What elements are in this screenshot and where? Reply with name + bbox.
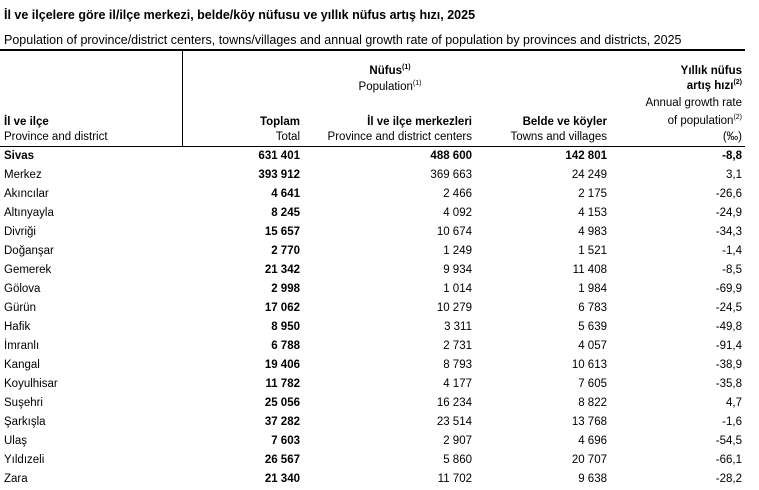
cell-centers: 10 674	[436, 226, 472, 238]
cell-villages: 5 639	[578, 321, 607, 333]
cell-growth-rate: -35,8	[715, 378, 742, 390]
header-col-total-tr: Toplam	[259, 116, 300, 128]
cell-total: 37 282	[264, 416, 300, 428]
cell-centers: 2 466	[443, 188, 472, 200]
cell-total: 21 340	[264, 473, 300, 485]
header-col-villages-en: Towns and villages	[510, 131, 607, 143]
table-row	[0, 167, 759, 186]
header-divider-vertical	[182, 51, 183, 146]
cell-name: Koyulhisar	[4, 378, 58, 390]
table-row	[0, 148, 759, 167]
cell-centers: 369 663	[430, 169, 472, 181]
cell-growth-rate: -24,5	[715, 302, 742, 314]
cell-total: 19 406	[264, 359, 300, 371]
header-population-en: Population$^{(1)}$	[358, 80, 422, 93]
header-growth-tr-1: Yıllık nüfus	[680, 65, 742, 77]
top-rule	[0, 49, 745, 51]
cell-name: Şarkışla	[4, 416, 46, 428]
cell-villages: 4 057	[578, 340, 607, 352]
cell-total: 7 603	[271, 435, 300, 447]
cell-total: 21 342	[264, 264, 300, 276]
cell-villages: 1 984	[578, 283, 607, 295]
cell-growth-rate: -54,5	[715, 435, 742, 447]
cell-total: 11 782	[265, 378, 300, 390]
cell-total: 8 245	[271, 207, 300, 219]
header-growth-en-1: Annual growth rate	[645, 97, 742, 109]
cell-villages: 24 249	[571, 169, 607, 181]
cell-centers: 2 731	[443, 340, 472, 352]
cell-centers: 5 860	[443, 454, 472, 466]
cell-name: Altınyayla	[4, 207, 54, 219]
cell-total: 2 998	[271, 283, 300, 295]
table-row	[0, 357, 759, 376]
cell-growth-rate: -38,9	[715, 359, 742, 371]
cell-total: 15 657	[264, 226, 300, 238]
table-row	[0, 205, 759, 224]
cell-centers: 11 702	[437, 473, 472, 485]
cell-name: Akıncılar	[4, 188, 49, 200]
table-row	[0, 319, 759, 338]
table-row	[0, 376, 759, 395]
header-col-centers-tr: İl ve ilçe merkezleri	[367, 116, 472, 128]
table-row	[0, 452, 759, 471]
header-growth-unit: (‰)	[722, 131, 742, 143]
cell-growth-rate: -34,3	[715, 226, 742, 238]
cell-name: İmranlı	[4, 340, 40, 352]
table-row	[0, 338, 759, 357]
cell-total: 2 770	[271, 245, 300, 257]
cell-villages: 6 783	[578, 302, 607, 314]
cell-growth-rate: -49,8	[715, 321, 742, 333]
table-row	[0, 433, 759, 452]
cell-name: Doğanşar	[4, 245, 54, 257]
cell-growth-rate: -26,6	[715, 188, 742, 200]
header-growth-en-2: of population$^{(2)}$	[667, 114, 742, 127]
cell-name: Yıldızeli	[4, 454, 45, 466]
cell-growth-rate: -8,8	[722, 150, 742, 162]
table-row	[0, 186, 759, 205]
header-col-province-en: Province and district	[4, 131, 108, 143]
cell-growth-rate: -1,4	[722, 245, 742, 257]
cell-villages: 11 408	[572, 264, 607, 276]
cell-growth-rate: -8,5	[722, 264, 742, 276]
cell-centers: 3 311	[444, 321, 472, 333]
cell-centers: 4 092	[443, 207, 472, 219]
cell-name: Merkez	[4, 169, 42, 181]
cell-name: Zara	[4, 473, 28, 485]
cell-villages: 2 175	[578, 188, 607, 200]
cell-name: Suşehri	[4, 397, 43, 409]
header-col-centers-en: Province and district centers	[327, 131, 472, 143]
cell-name: Sivas	[4, 150, 35, 162]
cell-centers: 1 014	[443, 283, 472, 295]
cell-centers: 10 279	[436, 302, 472, 314]
cell-centers: 1 249	[443, 245, 472, 257]
table-row	[0, 243, 759, 262]
cell-villages: 4 696	[578, 435, 607, 447]
header-col-villages-tr: Belde ve köyler	[522, 116, 607, 128]
cell-centers: 4 177	[443, 378, 472, 390]
cell-villages: 4 153	[578, 207, 607, 219]
cell-villages: 10 613	[571, 359, 607, 371]
cell-name: Divriği	[4, 226, 36, 238]
cell-growth-rate: -69,9	[715, 283, 742, 295]
cell-name: Gemerek	[4, 264, 52, 276]
cell-centers: 488 600	[430, 150, 472, 162]
cell-name: Ulaş	[4, 435, 28, 447]
cell-name: Hafik	[4, 321, 31, 333]
cell-total: 393 912	[258, 169, 300, 181]
cell-villages: 13 768	[571, 416, 607, 428]
cell-total: 26 567	[264, 454, 300, 466]
table-row	[0, 471, 759, 490]
cell-name: Gürün	[4, 302, 36, 314]
table-row	[0, 395, 759, 414]
cell-villages: 142 801	[565, 150, 607, 162]
cell-name: Kangal	[4, 359, 40, 371]
cell-villages: 4 983	[578, 226, 607, 238]
table-title-tr: İl ve ilçelere göre il/ilçe merkezi, belde/köy nüfusu ve yıllık nüfus artış hızı, 2025	[4, 8, 476, 22]
cell-total: 8 950	[271, 321, 300, 333]
cell-total: 4 641	[271, 188, 300, 200]
cell-villages: 7 605	[578, 378, 607, 390]
cell-growth-rate: -24,9	[715, 207, 742, 219]
cell-villages: 9 638	[578, 473, 607, 485]
cell-villages: 1 521	[578, 245, 607, 257]
cell-centers: 8 793	[443, 359, 472, 371]
cell-total: 6 788	[271, 340, 300, 352]
cell-growth-rate: -28,2	[715, 473, 742, 485]
cell-growth-rate: -66,1	[715, 454, 742, 466]
cell-villages: 20 707	[571, 454, 607, 466]
cell-centers: 9 934	[443, 264, 472, 276]
header-growth-tr-2: artış hızı$^{(2)}$	[686, 79, 742, 92]
table-row	[0, 414, 759, 433]
header-col-province-tr: İl ve ilçe	[4, 116, 49, 128]
header-population-tr: Nüfus$^{(1)}$	[369, 64, 411, 77]
table-row	[0, 300, 759, 319]
cell-name: Gölova	[4, 283, 41, 295]
table-row	[0, 281, 759, 300]
header-rule	[0, 146, 745, 147]
table-row	[0, 224, 759, 243]
cell-villages: 8 822	[578, 397, 607, 409]
cell-total: 17 062	[264, 302, 300, 314]
table-title-en: Population of province/district centers, towns/villages and annual growth rate of population by provinces and districts, 2025	[4, 33, 682, 47]
table-row	[0, 262, 759, 281]
table-body	[0, 148, 759, 490]
cell-centers: 16 234	[436, 397, 472, 409]
cell-total: 631 401	[258, 150, 300, 162]
cell-growth-rate: 4,7	[726, 397, 742, 409]
header-col-total-en: Total	[275, 131, 300, 143]
cell-growth-rate: -1,6	[722, 416, 742, 428]
cell-total: 25 056	[264, 397, 300, 409]
cell-growth-rate: -91,4	[715, 340, 742, 352]
cell-centers: 2 907	[443, 435, 472, 447]
cell-centers: 23 514	[436, 416, 472, 428]
cell-growth-rate: 3,1	[726, 169, 742, 181]
